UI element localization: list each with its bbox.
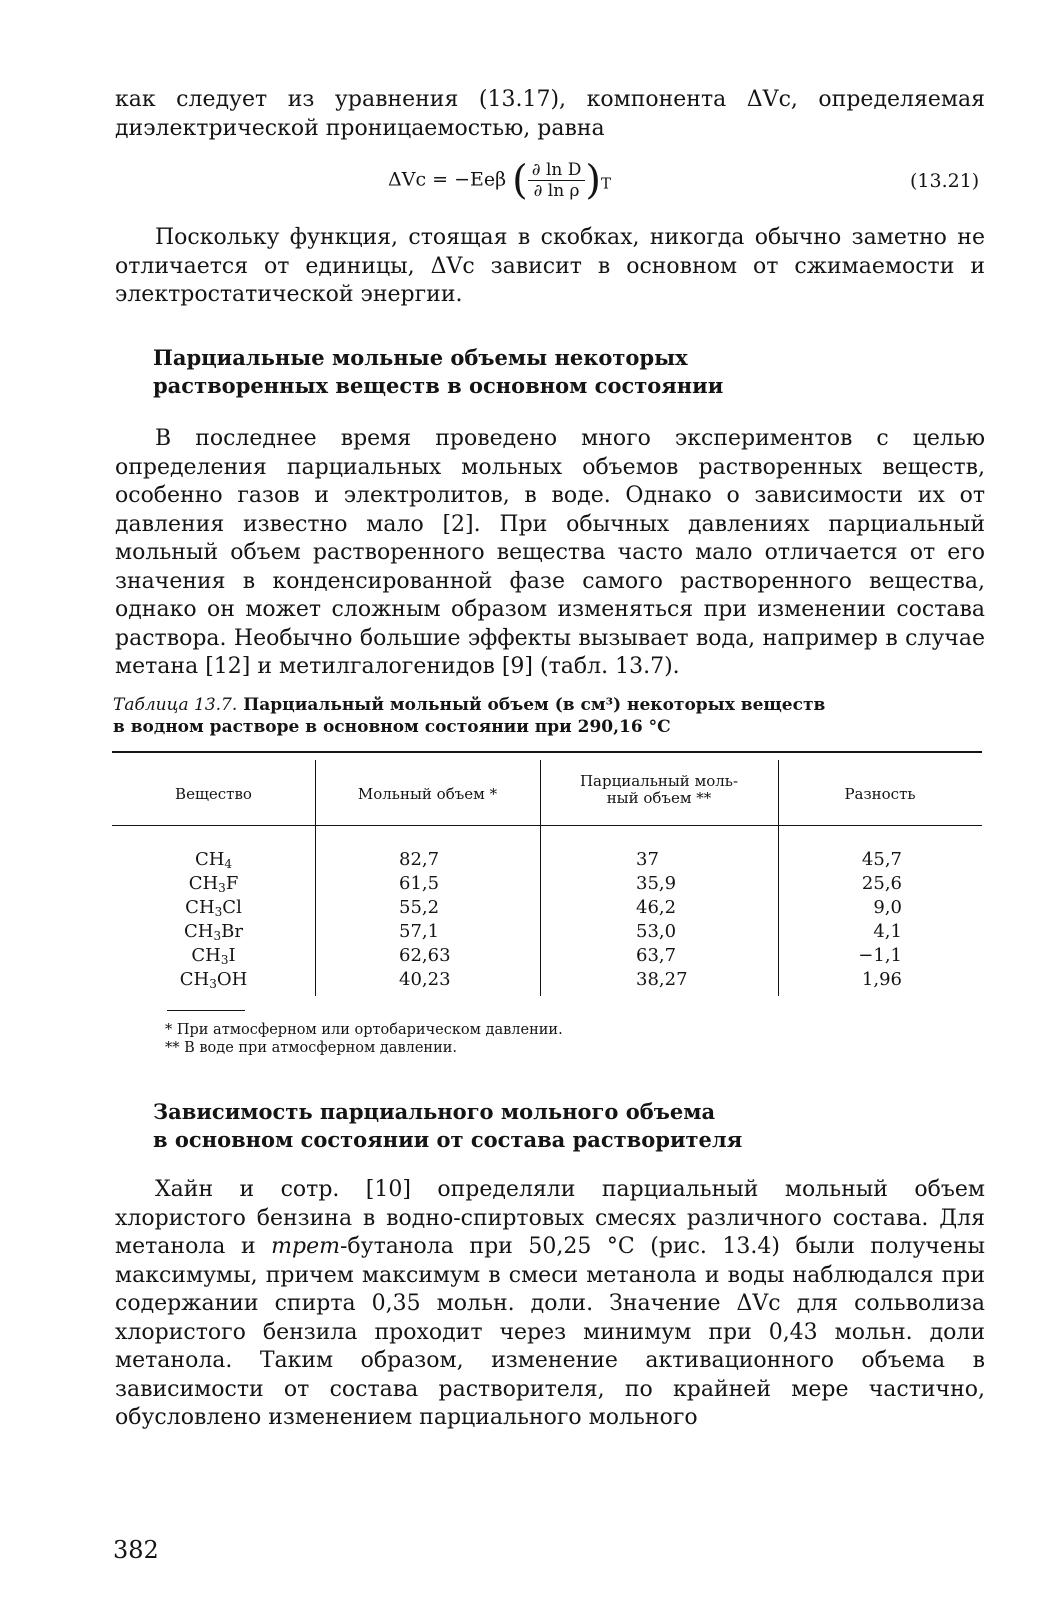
- column-difference: [780, 848, 902, 992]
- formula-subscript: 3: [220, 953, 229, 967]
- formula-base: CH: [184, 921, 214, 942]
- section-2-title-line1: Зависимость парциального мольного объема: [153, 1099, 716, 1124]
- formula-base: CH: [194, 849, 225, 870]
- formula-tail: Br: [221, 921, 243, 942]
- cell-difference: 4,1: [873, 921, 902, 942]
- equation-lhs: ΔVc = −Eeβ: [388, 168, 507, 191]
- page-number: 382: [113, 1536, 159, 1564]
- paragraph-3: [115, 1176, 985, 1433]
- footnote-rule: [167, 1010, 245, 1011]
- header-substance: Вещество: [175, 785, 252, 803]
- cell-molar-volume: 61,5: [399, 873, 440, 894]
- section-1-heading: [153, 344, 953, 400]
- cell-partial-volume: 35,9: [636, 873, 677, 894]
- formula-base: CH: [188, 873, 219, 894]
- cell-difference: −1,1: [858, 945, 902, 966]
- cell-difference: 25,6: [861, 873, 902, 894]
- equation-denominator: ∂ ln ρ: [533, 181, 580, 201]
- cell-molar-volume: 55,2: [399, 897, 440, 918]
- paragraph-3-italic: трет: [271, 1234, 340, 1259]
- section-1-title-line2: растворенных веществ в основном состоянии: [153, 373, 724, 398]
- cell-substance: [112, 920, 315, 944]
- equation-13-21: [0, 148, 1056, 208]
- paragraph-1: Поскольку функция, стоящая в скобках, никогда обычно заметно не отличается от единицы, ΔVc зависит в основном от сжимаемости и электростатической энергии.: [115, 225, 985, 307]
- footnote-1: * При атмосферном или ортобарическом давлении.: [165, 1022, 563, 1038]
- cell-difference: 9,0: [873, 897, 902, 918]
- formula-subscript: 3: [214, 905, 223, 919]
- equation-numerator: ∂ ln D: [528, 160, 586, 181]
- table-caption-line2: в водном растворе в основном состоянии при 290,16 °C: [113, 717, 671, 737]
- cell-partial-volume: 38,27: [636, 969, 688, 990]
- cell-partial-volume: 46,2: [636, 897, 677, 918]
- header-partial-line1: Парциальный моль-: [579, 772, 739, 790]
- formula-tail: I: [228, 945, 236, 966]
- formula-subscript: 4: [224, 857, 233, 871]
- equation-fraction: [528, 160, 586, 201]
- paragraph-3-part-b: -бутанола при 50,25 °C (рис. 13.4) были получены максимумы, причем максимум в смеси метанола и воды наблюдался при содержании спирта 0,35 мольн. доли. Значение ΔVc для сольволиза хлористого бензила проходит через минимум при 0,43 мольн. доли метанола. Таким образом, изменение активационного объема в зависимости от состава растворителя, по крайней мере частично, обусловлено изменением парциального мольного: [115, 1234, 985, 1430]
- cell-partial-volume: 53,0: [636, 921, 677, 942]
- column-molar: [399, 848, 519, 992]
- cell-difference: 1,96: [861, 969, 902, 990]
- cell-molar-volume: 57,1: [399, 921, 440, 942]
- cell-molar-volume: 62,63: [399, 945, 451, 966]
- column-partial: [636, 848, 756, 992]
- cell-partial-volume: 63,7: [636, 945, 677, 966]
- formula-subscript: 3: [209, 977, 217, 991]
- section-2-title-line2: в основном состоянии от состава растворителя: [153, 1127, 743, 1152]
- intro-paragraph: как следует из уравнения (13.17), компонента ΔVc, определяемая диэлектрической проницаемостью, равна: [115, 87, 985, 141]
- formula-base: CH: [179, 969, 210, 990]
- cell-difference: 45,7: [861, 849, 902, 870]
- equation-subscript: T: [601, 174, 612, 193]
- header-partial-volume: [540, 773, 778, 807]
- cell-substance: [112, 968, 315, 992]
- section-1-title-line1: Парциальные мольные объемы некоторых: [153, 345, 688, 370]
- paragraph-3-part-a: Хайн и сотр. [10] определяли парциальный мольный объем хлористого бензина в водно-спиртовых смесях различного состава. Для метанола и: [115, 1177, 985, 1259]
- paragraph-2: В последнее время проведено много экспериментов с целью определения парциальных мольных объемов растворенных веществ, особенно газов и электролитов, в воде. Однако о зависимости их от давления известно мало [2]. При обычных давлениях парциальный мольный объем растворенного вещества часто мало отличается от его значения в конденсированной фазе самого растворенного вещества, однако он может сложным образом изменяться при изменении состава раствора. Необычно большие эффекты вызывает вода, например в случае метана [12] и метилгалогенидов [9] (табл. 13.7).: [115, 426, 985, 679]
- formula-base: CH: [185, 897, 215, 918]
- cell-substance: [112, 872, 315, 896]
- table-caption: [113, 694, 993, 738]
- table-caption-line1: Парциальный мольный объем (в см³) некоторых веществ: [243, 695, 826, 715]
- formula-tail: OH: [216, 969, 248, 990]
- cell-substance: [112, 848, 315, 872]
- column-substance: [112, 848, 315, 992]
- cell-molar-volume: 82,7: [399, 849, 440, 870]
- header-partial-line2: ный объем **: [606, 789, 712, 807]
- formula-tail: Cl: [222, 897, 242, 918]
- formula-subscript: 3: [218, 881, 226, 895]
- table-caption-label: Таблица 13.7.: [113, 695, 238, 715]
- header-molar-volume: Мольный объем *: [357, 785, 498, 803]
- formula-subscript: 3: [213, 929, 222, 943]
- cell-molar-volume: 40,23: [399, 969, 451, 990]
- header-difference: Разность: [844, 785, 916, 803]
- equation-body: ΔVc = −Eeβ ( $\frac{\text{∂ ln D}}{\text{∂ ln ρ}}$ )$_T$: [388, 157, 612, 204]
- footnote-2: ** В воде при атмосферном давлении.: [165, 1040, 458, 1056]
- equation-number: (13.21): [910, 170, 980, 192]
- table-top-rule: [112, 751, 982, 753]
- section-2-heading: [153, 1098, 953, 1154]
- cell-partial-volume: 37: [636, 849, 659, 870]
- table-header-rule: [112, 825, 982, 826]
- formula-tail: F: [225, 873, 239, 894]
- formula-base: CH: [191, 945, 221, 966]
- cell-substance: [112, 896, 315, 920]
- cell-substance: [112, 944, 315, 968]
